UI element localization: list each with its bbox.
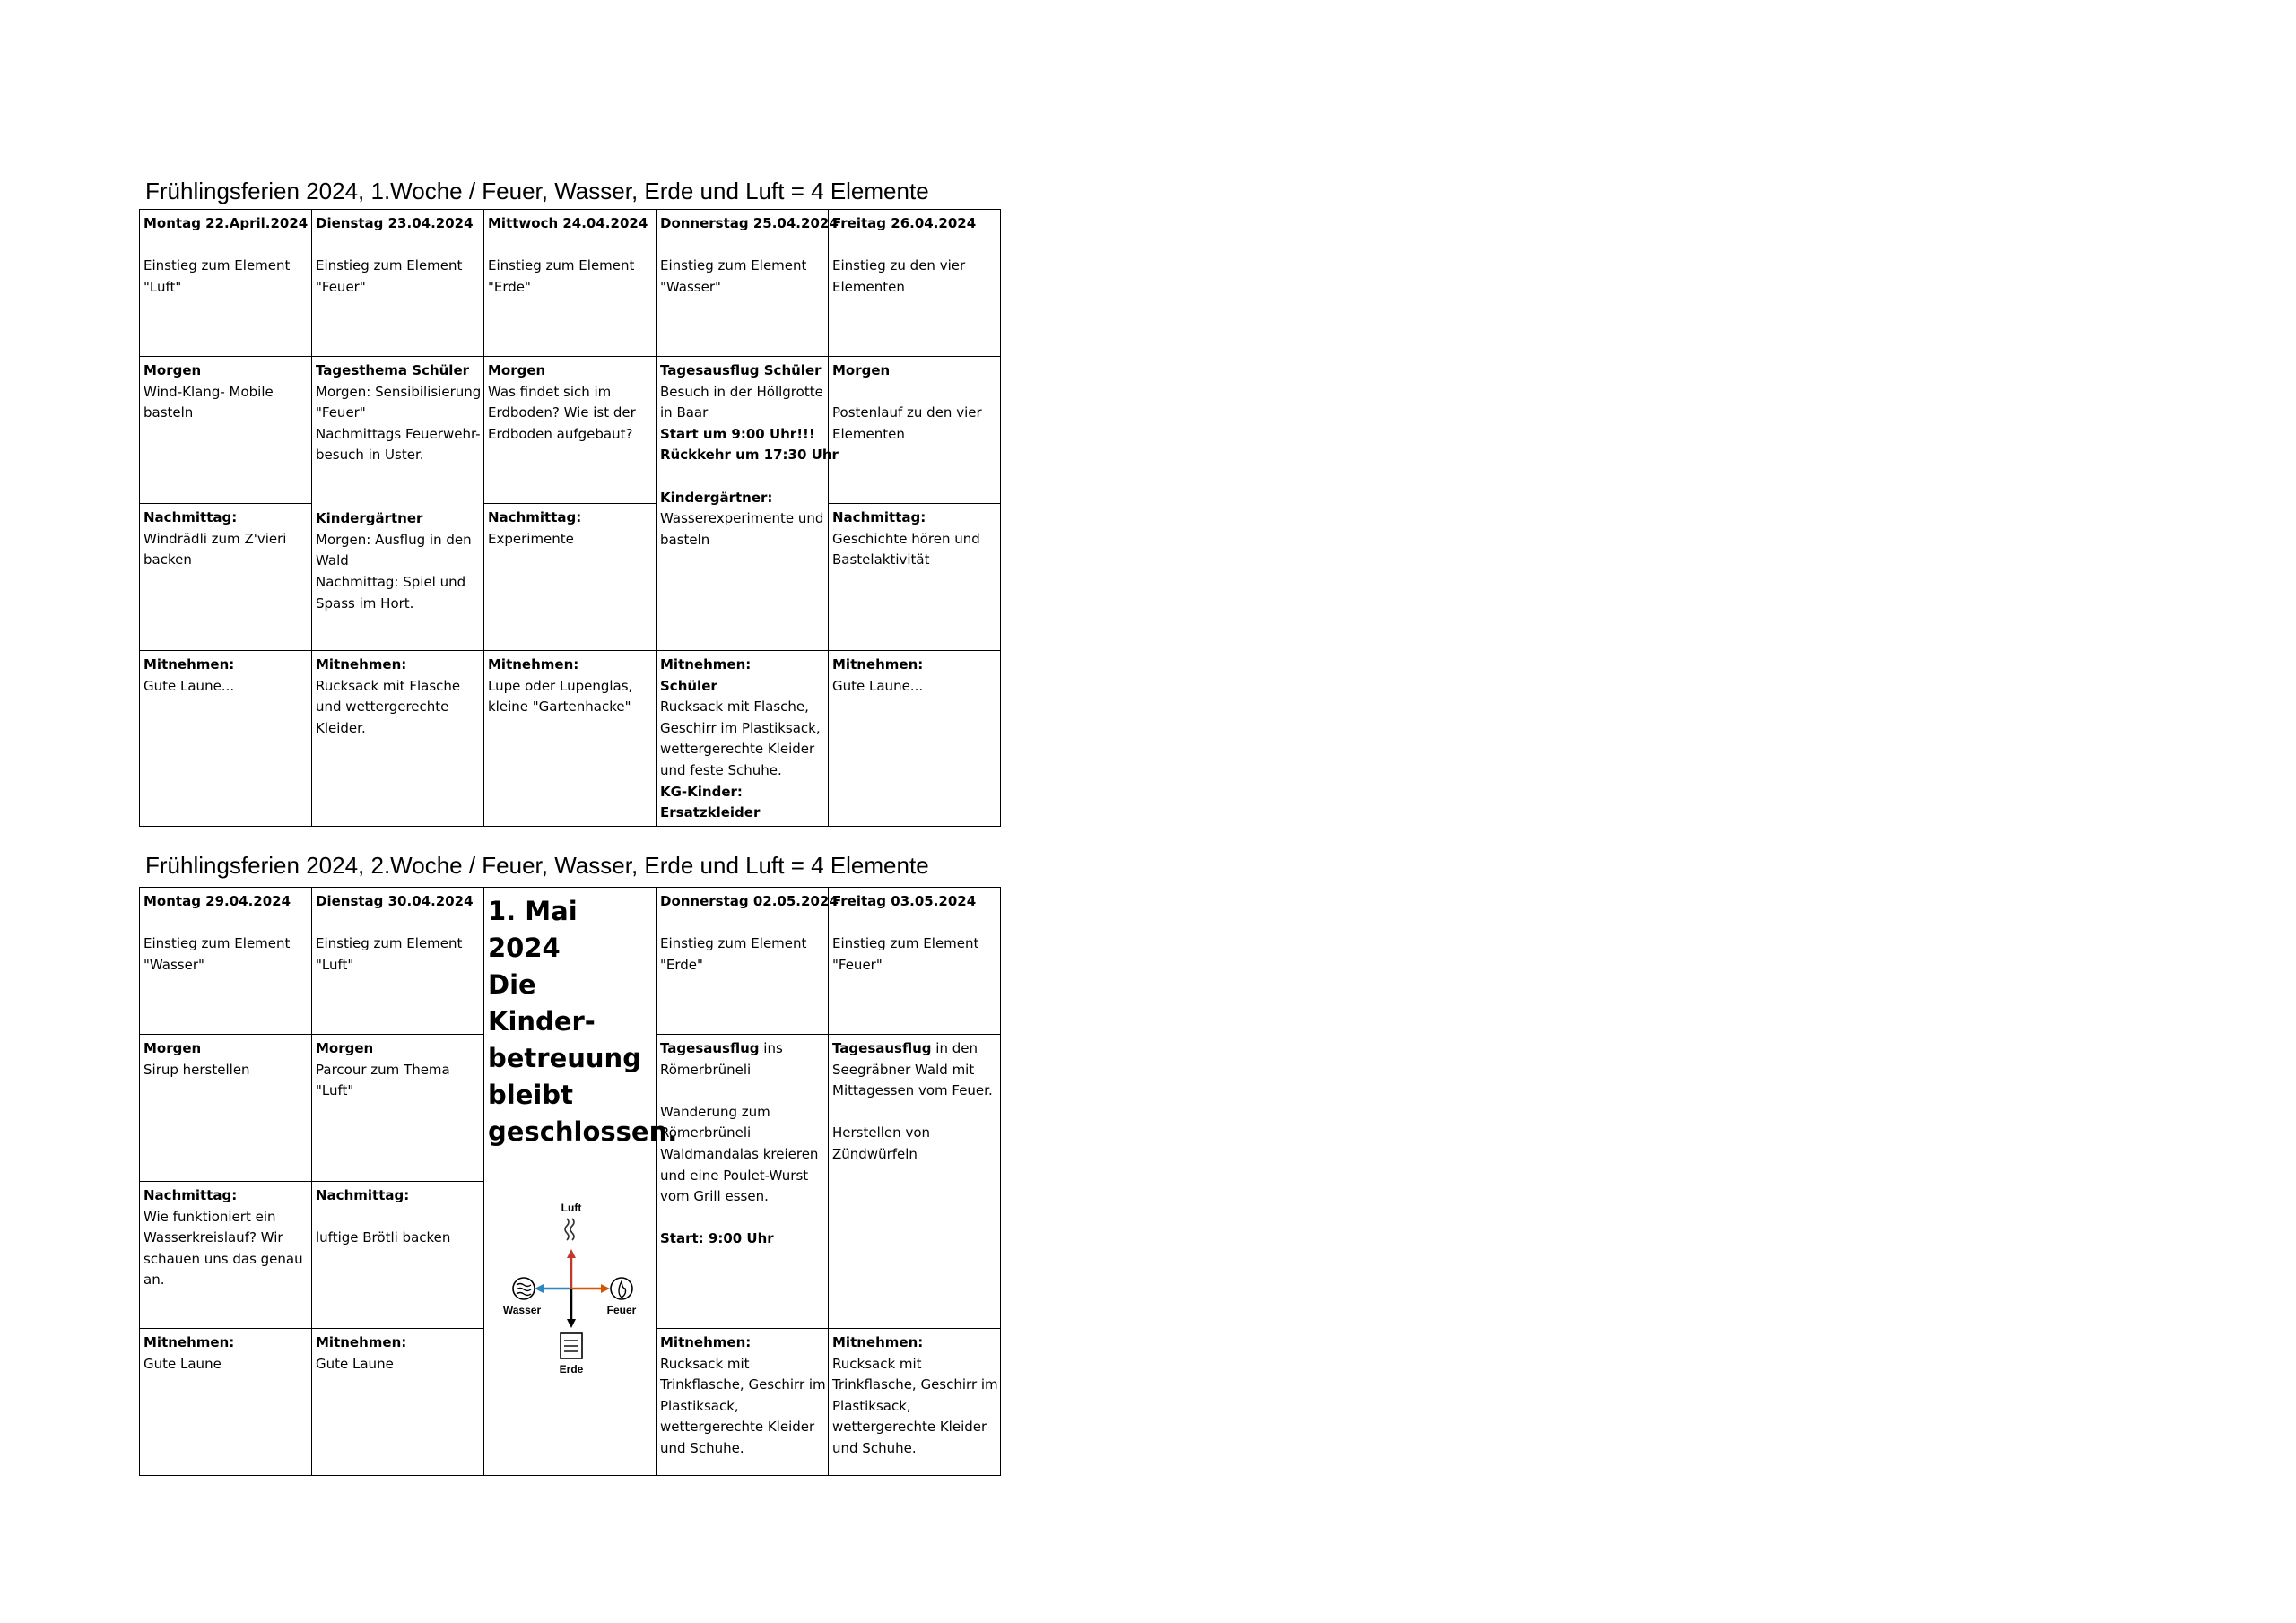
w1-tue-bring-cell xyxy=(312,651,484,827)
arrow-left-head xyxy=(535,1284,544,1293)
section-text: Wind-Klang- Mobile basteln xyxy=(144,383,274,421)
day-date: Mittwoch 24.04.2024 xyxy=(488,215,648,231)
section-text: Sirup herstellen xyxy=(144,1061,250,1078)
section-text: in den xyxy=(931,1040,978,1056)
section-subheading: KG-Kinder: xyxy=(660,783,743,800)
day-intro: Einstieg zum Element "Luft" xyxy=(316,935,463,973)
section-text: Experimente xyxy=(488,530,574,547)
w1-wed-morning-cell xyxy=(484,357,657,504)
day-date: Freitag 03.05.2024 xyxy=(832,893,977,909)
section-text: Wanderung zum Römerbrüneli Waldmandalas kreieren und eine Poulet-Wurst vom Grill essen. xyxy=(660,1103,819,1205)
w2-mon-morning-cell xyxy=(140,1035,312,1182)
w1-tue-header-cell xyxy=(312,210,484,357)
day-intro: Einstieg zum Element "Feuer" xyxy=(316,257,463,295)
w1-fri-bring-cell xyxy=(829,651,1001,827)
section-heading: Tagesausflug xyxy=(832,1040,932,1056)
w2-mon-bring-cell xyxy=(140,1329,312,1476)
w2-fri-trip-cell xyxy=(829,1035,1001,1329)
day-intro: Einstieg zum Element "Wasser" xyxy=(144,935,291,973)
diagram-label-right: Feuer xyxy=(606,1304,637,1316)
day-date: Freitag 26.04.2024 xyxy=(832,215,977,231)
section-heading: Kindergärtner xyxy=(316,510,423,527)
w1-mon-morning-cell xyxy=(140,357,312,504)
four-elements-diagram xyxy=(504,1199,639,1378)
section-heading: Mitnehmen: xyxy=(660,656,752,673)
section-heading: Tagesthema Schüler xyxy=(316,362,470,378)
arrow-down-head xyxy=(567,1319,576,1328)
section-text: Römerbrüneli xyxy=(660,1061,752,1078)
week2-schedule-table xyxy=(139,887,1001,1476)
w1-tue-theme-cell xyxy=(312,357,484,651)
section-text: Herstellen von Zündwürfeln xyxy=(832,1124,930,1162)
section-text: Wasserexperimente und basteln xyxy=(660,510,824,548)
section-text: Geschichte hören und Bastelaktivität xyxy=(832,530,980,568)
arrow-up-head xyxy=(567,1249,576,1258)
day-date: Dienstag 23.04.2024 xyxy=(316,215,474,231)
section-heading: Morgen xyxy=(316,1040,374,1056)
section-text: Rucksack mit Flasche und wettergerechte Kleider. xyxy=(316,677,461,736)
section-text: Postenlauf zu den vier Elementen xyxy=(832,404,982,442)
section-text: Lupe oder Lupenglas, kleine "Gartenhacke" xyxy=(488,677,633,716)
section-heading: Tagesausflug xyxy=(660,1040,760,1056)
w1-wed-afternoon-cell xyxy=(484,504,657,651)
return-time: Rückkehr um 17:30 Uhr xyxy=(660,447,839,464)
w2-thu-bring-cell xyxy=(657,1329,829,1476)
day-date: Montag 29.04.2024 xyxy=(144,893,291,909)
day-date: Montag 22.April.2024 xyxy=(144,215,309,231)
day-intro: Einstieg zu den vier Elementen xyxy=(832,257,966,295)
section-heading: Nachmittag: xyxy=(144,509,238,525)
section-heading: Kindergärtner: xyxy=(660,489,773,506)
section-text: Windrädli zum Z'vieri backen xyxy=(144,530,287,568)
diagram-label-left: Wasser xyxy=(502,1304,542,1316)
day-date: Dienstag 30.04.2024 xyxy=(316,893,474,909)
section-text: Rucksack mit Flasche, Geschirr im Plastiksack, wettergerechte Kleider und feste Schuhe. xyxy=(660,699,821,778)
section-text: Gute Laune... xyxy=(144,677,235,694)
start-time: Start um 9:00 Uhr!!! xyxy=(660,425,815,442)
diagram-label-top: Luft xyxy=(561,1202,582,1214)
wind-icon xyxy=(565,1219,574,1240)
w2-tue-header-cell xyxy=(312,888,484,1035)
day-intro: Einstieg zum Element "Erde" xyxy=(488,257,635,295)
closed-notice: 1. Mai 2024 Die Kinder- betreuung bleibt geschlossen. xyxy=(488,896,678,1147)
day-intro: Einstieg zum Element "Luft" xyxy=(144,257,291,295)
section-heading: Nachmittag: xyxy=(488,509,582,525)
w1-fri-morning-cell xyxy=(829,357,1001,504)
w1-wed-bring-cell xyxy=(484,651,657,827)
section-text: Wie funktioniert ein Wasserkreislauf? Wir schauen uns das genau an. xyxy=(144,1208,303,1289)
section-text: Seegräbner Wald mit Mittagessen vom Feuer. xyxy=(832,1061,993,1099)
w1-thu-bring-cell xyxy=(657,651,829,827)
w1-mon-bring-cell xyxy=(140,651,312,827)
section-text: Gute Laune xyxy=(144,1355,222,1372)
section-text: Morgen: Ausflug in den Wald Nachmittag: Spiel und Spass im Hort. xyxy=(316,531,472,612)
section-heading: Nachmittag: xyxy=(316,1187,410,1203)
w1-mon-afternoon-cell xyxy=(140,504,312,651)
day-intro: Einstieg zum Element "Feuer" xyxy=(832,935,979,973)
section-text: Rucksack mit Trinkflasche, Geschirr im Plastiksack, wettergerechte Kleider und Schuhe. xyxy=(832,1355,998,1456)
start-time: Start: 9:00 Uhr xyxy=(660,1230,774,1247)
section-heading: Mitnehmen: xyxy=(488,656,579,673)
w2-thu-header-cell xyxy=(657,888,839,1035)
day-date: Donnerstag 25.04.2024 xyxy=(660,215,839,231)
section-heading: Mitnehmen: xyxy=(660,1334,752,1350)
section-heading: Nachmittag: xyxy=(832,509,926,525)
section-heading: Mitnehmen: xyxy=(144,1334,235,1350)
section-text: Gute Laune... xyxy=(832,677,924,694)
day-intro: Einstieg zum Element "Wasser" xyxy=(660,257,807,295)
w1-fri-afternoon-cell xyxy=(829,504,1001,651)
section-text: Morgen: Sensibilisierung "Feuer" Nachmittags Feuerwehr- besuch in Uster. xyxy=(316,383,482,464)
section-subheading: Schüler xyxy=(660,677,718,694)
w1-thu-header-cell xyxy=(657,210,839,357)
water-icon xyxy=(513,1278,535,1299)
w2-mon-afternoon-cell xyxy=(140,1182,312,1329)
w2-tue-bring-cell xyxy=(312,1329,484,1476)
arrow-right-head xyxy=(601,1284,610,1293)
week1-schedule-table xyxy=(139,209,1001,827)
w1-fri-header-cell xyxy=(829,210,1001,357)
day-date: Donnerstag 02.05.2024 xyxy=(660,893,839,909)
section-heading: Mitnehmen: xyxy=(832,656,924,673)
section-text: Gute Laune xyxy=(316,1355,394,1372)
section-heading: Nachmittag: xyxy=(144,1187,238,1203)
section-heading: Morgen xyxy=(488,362,546,378)
w2-fri-bring-cell xyxy=(829,1329,1001,1476)
section-heading: Morgen xyxy=(144,362,202,378)
section-heading: Morgen xyxy=(144,1040,202,1056)
w2-tue-morning-cell xyxy=(312,1035,484,1182)
diagram-label-bottom: Erde xyxy=(559,1363,584,1376)
w2-mon-header-cell xyxy=(140,888,312,1035)
w1-wed-header-cell xyxy=(484,210,657,357)
section-heading: Morgen xyxy=(832,362,891,378)
section-text: Was findet sich im Erdboden? Wie ist der Erdboden aufgebaut? xyxy=(488,383,636,442)
w2-thu-trip-cell xyxy=(657,1035,829,1329)
section-heading: Mitnehmen: xyxy=(832,1334,924,1350)
section-heading: Mitnehmen: xyxy=(316,1334,407,1350)
section-text: Besuch in der Höllgrotte in Baar xyxy=(660,383,823,421)
section-heading: Mitnehmen: xyxy=(316,656,407,673)
section-text: Parcour zum Thema "Luft" xyxy=(316,1061,450,1099)
w1-thu-trip-cell xyxy=(657,357,839,651)
w2-wed-closed-cell xyxy=(484,888,678,1476)
week2-title: Frühlingsferien 2024, 2.Woche / Feuer, Wasser, Erde und Luft = 4 Elemente xyxy=(145,852,929,879)
week1-title: Frühlingsferien 2024, 1.Woche / Feuer, Wasser, Erde und Luft = 4 Elemente xyxy=(145,178,929,204)
w1-mon-header-cell xyxy=(140,210,312,357)
day-intro: Einstieg zum Element "Erde" xyxy=(660,935,807,973)
section-text: Rucksack mit Trinkflasche, Geschirr im Plastiksack, wettergerechte Kleider und Schuhe. xyxy=(660,1355,826,1456)
section-text: ins xyxy=(759,1040,783,1056)
section-text: luftige Brötli backen xyxy=(316,1229,451,1246)
section-heading: Mitnehmen: xyxy=(144,656,235,673)
w2-tue-afternoon-cell xyxy=(312,1182,484,1329)
w2-fri-header-cell xyxy=(829,888,1001,1035)
section-text: Ersatzkleider xyxy=(660,804,761,821)
section-heading: Tagesausflug Schüler xyxy=(660,362,822,378)
